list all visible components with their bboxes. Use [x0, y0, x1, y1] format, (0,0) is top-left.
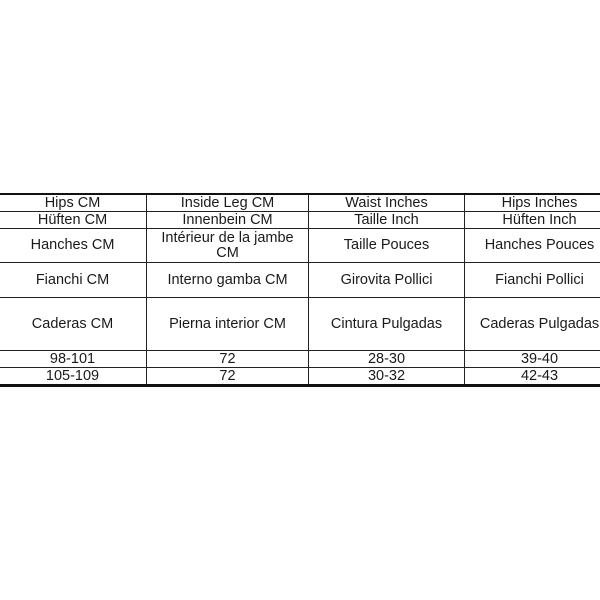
header-cell-italian-waist: Girovita Pollici	[309, 263, 465, 298]
header-cell-spanish-hips-cm: Caderas CM	[0, 298, 147, 351]
data-cell-waist-inches: 30-32	[309, 368, 465, 386]
header-cell-french-hips-inch: Hanches Pouces	[465, 229, 600, 263]
table-row	[0, 263, 600, 298]
data-cell-inside-leg-cm: 72	[147, 368, 309, 386]
data-cell-waist-inches: 28-30	[309, 351, 465, 368]
header-cell-spanish-hips-inch: Caderas Pulgadas	[465, 298, 600, 351]
table-row	[0, 212, 600, 229]
data-cell-hips-inches: 39-40	[465, 351, 600, 368]
size-chart-table	[0, 193, 600, 387]
header-cell-spanish-inside-leg: Pierna interior CM	[147, 298, 309, 351]
header-cell-french-hips-cm: Hanches CM	[0, 229, 147, 263]
data-cell-inside-leg-cm: 72	[147, 351, 309, 368]
header-cell-german-inside-leg: Innenbein CM	[147, 212, 309, 229]
header-cell-french-inside-leg: Intérieur de la jambe CM	[147, 229, 309, 263]
header-cell-hips-inches: Hips Inches	[465, 194, 600, 212]
header-cell-german-hips-inch: Hüften Inch	[465, 212, 600, 229]
table-row	[0, 368, 600, 386]
table-row	[0, 298, 600, 351]
data-cell-hips-cm: 98-101	[0, 351, 147, 368]
header-cell-german-hips-cm: Hüften CM	[0, 212, 147, 229]
header-cell-waist-inches: Waist Inches	[309, 194, 465, 212]
table-row	[0, 229, 600, 263]
header-cell-italian-hips-cm: Fianchi CM	[0, 263, 147, 298]
data-cell-hips-cm: 105-109	[0, 368, 147, 386]
header-cell-german-waist: Taille Inch	[309, 212, 465, 229]
table-row	[0, 194, 600, 212]
header-cell-italian-inside-leg: Interno gamba CM	[147, 263, 309, 298]
header-cell-hips-cm: Hips CM	[0, 194, 147, 212]
header-cell-italian-hips-inch: Fianchi Pollici	[465, 263, 600, 298]
table-row	[0, 351, 600, 368]
header-cell-inside-leg-cm: Inside Leg CM	[147, 194, 309, 212]
header-cell-spanish-waist: Cintura Pulgadas	[309, 298, 465, 351]
size-chart-container	[0, 193, 600, 398]
data-cell-hips-inches: 42-43	[465, 368, 600, 386]
header-cell-french-waist: Taille Pouces	[309, 229, 465, 263]
